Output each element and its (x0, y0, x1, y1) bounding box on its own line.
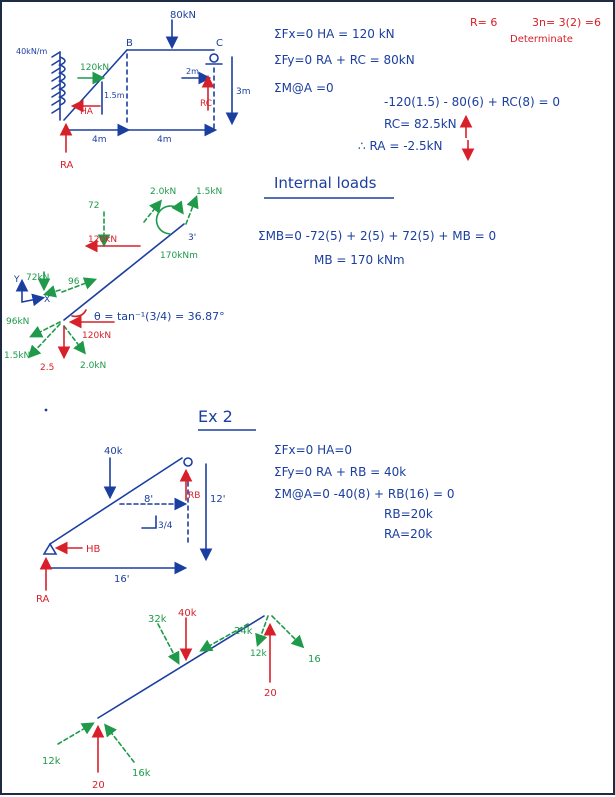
label-1-5kn: 1.5kN (196, 187, 223, 197)
example2-section-labels (42, 608, 321, 791)
ex2-support-a (44, 544, 56, 554)
support-c (210, 54, 218, 62)
ex2-label-24k: 24k (234, 626, 253, 637)
ex2-label-16-top: 16 (308, 654, 321, 665)
ex2-label-12: 12' (210, 494, 226, 505)
ex2-eq-rb: RB=20k (384, 507, 433, 521)
distributed-load-symbol (60, 57, 65, 105)
label-dim-3m: 3m (236, 87, 251, 97)
label-72-top: 72 (88, 201, 100, 211)
handwritten-notes-canvas (2, 2, 615, 797)
label-96: 96 (68, 277, 80, 287)
ex2-slope-triangle (142, 516, 156, 528)
label-96kn: 96kN (6, 317, 30, 327)
ex2-label-hb: HB (86, 544, 101, 555)
label-120kn: 120kN (88, 235, 118, 245)
force-2-0-up (144, 202, 160, 222)
member-ab (64, 50, 127, 120)
label-resultant-120: 120kN (80, 63, 110, 73)
label-170knm: 170kNm (160, 251, 198, 261)
wall-hatch (52, 52, 60, 113)
eq-sum-mb: ΣMB=0 -72(5) + 2(5) + 72(5) + MB = 0 (258, 229, 497, 243)
label-point-c: C (216, 38, 223, 49)
label-load-80: 80kN (170, 10, 196, 21)
eq-sum-fy: ΣFy=0 RA + RC = 80kN (274, 53, 415, 67)
label-axis-y: Y (14, 275, 20, 285)
redundancy-r: R= 6 (470, 16, 498, 29)
ex2-force-16-bottom (106, 726, 134, 762)
label-rc: RC (200, 99, 213, 109)
internal-loads-title: Internal loads (274, 174, 377, 192)
example1-fbd (52, 20, 232, 152)
ex2-label-40k-top: 40k (178, 608, 197, 619)
eq-rc-result: RC= 82.5kN (384, 117, 457, 131)
member-section (64, 224, 184, 320)
stray-dot (45, 409, 48, 412)
ex2-label-12k-bottom: 12k (42, 756, 61, 767)
moment-170-arc (157, 206, 182, 234)
label-120kn-bottom: 120kN (82, 331, 112, 341)
redundancy-result: Determinate (510, 34, 573, 45)
ex2-label-ra: RA (36, 594, 50, 605)
ex2-eq-sum-fy: ΣFy=0 RA + RB = 40k (274, 465, 407, 479)
redundancy-check (470, 16, 601, 45)
ex2-force-12-top (258, 616, 268, 644)
eq-sum-fx: ΣFx=0 HA = 120 kN (274, 27, 395, 41)
label-1-5kn-left: 1.5kN (4, 351, 31, 361)
ex2-force-16-top (272, 616, 302, 646)
ex2-member (50, 458, 182, 544)
label-dim-4m-b: 4m (157, 135, 172, 145)
force-96-left (46, 290, 60, 294)
force-2-0-down (64, 326, 84, 352)
label-theta: θ = tan⁻¹(3/4) = 36.87° (94, 310, 225, 323)
eq-mb-result: MB = 170 kNm (314, 253, 405, 267)
ex2-label-16k-bottom: 16k (132, 768, 151, 779)
ex2-label-12k-top: 12k (250, 649, 267, 659)
example2-fbd (44, 458, 206, 590)
ex2-label-rb: RB (188, 491, 201, 501)
label-72kn: 72kN (26, 273, 50, 283)
label-point-3: 3' (188, 233, 197, 243)
label-dim-2m: 2m (186, 67, 199, 76)
example2-fbd-labels (36, 446, 225, 605)
ex2-title: Ex 2 (198, 407, 233, 426)
force-1-5-up (186, 198, 196, 224)
ex2-label-20-top: 20 (264, 688, 277, 699)
ex2-label-40k: 40k (104, 446, 123, 457)
label-dim-1-5m: 1.5m (104, 91, 125, 100)
example1-equations (274, 27, 560, 153)
label-axis-x: X (44, 295, 51, 305)
eq-moment-expr: -120(1.5) - 80(6) + RC(8) = 0 (384, 95, 561, 109)
ex2-eq-sum-ma: ΣM@A=0 -40(8) + RB(16) = 0 (274, 487, 455, 501)
redundancy-3n: 3n= 3(2) =6 (532, 16, 601, 29)
ex2-eq-sum-fx: ΣFx=0 HA=0 (274, 443, 353, 457)
eq-ra-result: ∴ RA = -2.5kN (358, 139, 443, 153)
ex2-label-8: 8' (144, 494, 154, 505)
internal-moment-equations (258, 229, 496, 267)
ex2-force-32 (158, 624, 178, 662)
example2-equations (274, 443, 454, 541)
label-2-5: 2.5 (40, 363, 55, 373)
ex2-label-32k: 32k (148, 614, 167, 625)
axis-x-arrow (22, 298, 42, 302)
label-2-0kn-bottom: 2.0kN (80, 361, 107, 371)
example1-fbd-labels (16, 10, 251, 171)
label-dist-load: 40kN/m (16, 47, 48, 56)
ex2-support-b (184, 458, 192, 466)
ex2-force-12-bottom (58, 724, 92, 744)
label-ra: RA (60, 160, 74, 171)
label-point-b: B (126, 38, 133, 49)
ex2-eq-ra: RA=20k (384, 527, 433, 541)
eq-sum-ma: ΣM@A =0 (274, 81, 334, 95)
ex2-label-20-bottom: 20 (92, 780, 105, 791)
label-ha: HA (80, 107, 93, 117)
ex2-label-slope: 3/4 (158, 521, 173, 531)
label-dim-4m-a: 4m (92, 135, 107, 145)
label-2-0kn: 2.0kN (150, 187, 177, 197)
ex2-label-16: 16' (114, 574, 130, 585)
